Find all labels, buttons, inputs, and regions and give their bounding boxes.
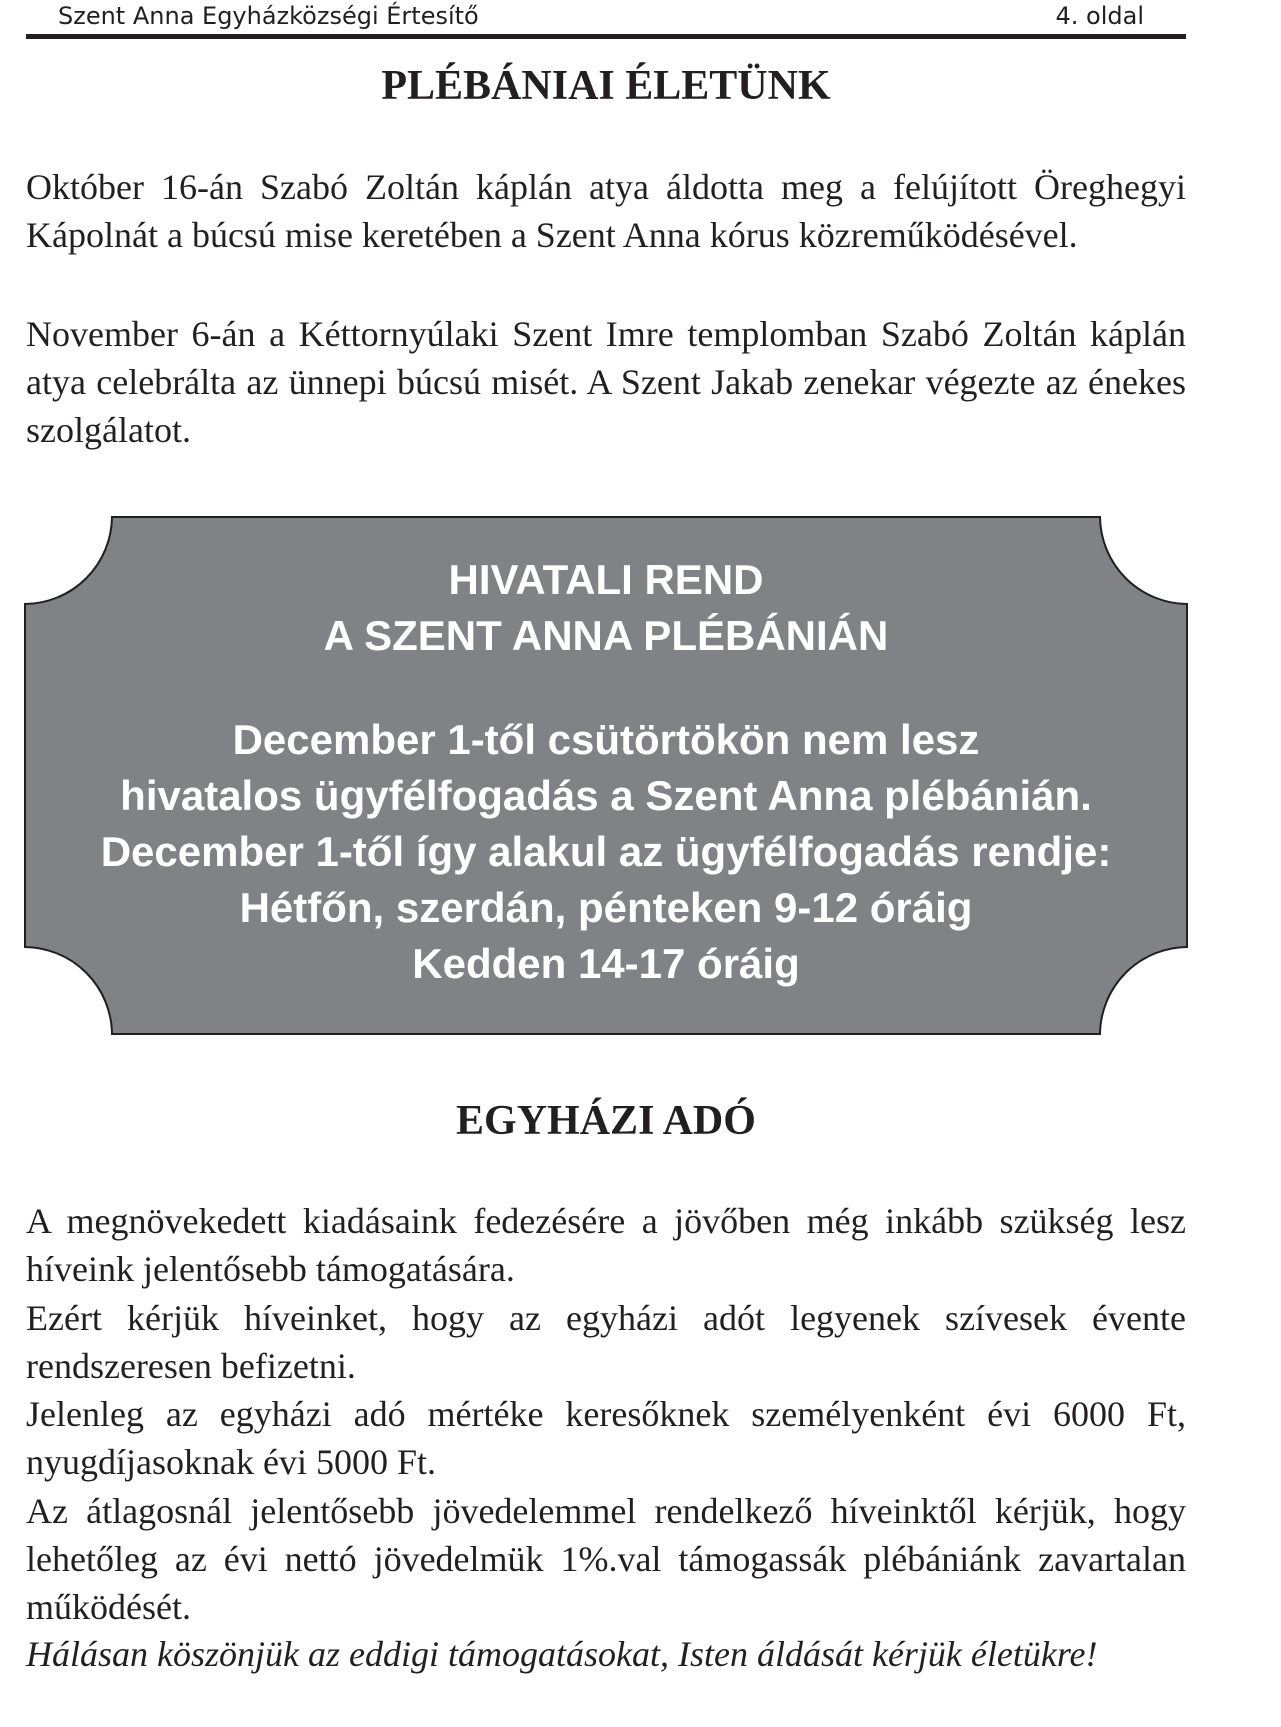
section-title-parish-life: PLÉBÁNIAI ÉLETÜNK — [381, 63, 831, 109]
closing-thanks: Hálásan köszönjük az eddigi támogatásokat, Isten áldását kérjük életükre! — [26, 1634, 1098, 1674]
paragraph-request: Ezért kérjük híveinket, hogy az egyházi adót legyenek szívesek évente rendszeresen befizetni. — [26, 1298, 1186, 1386]
notice-body-line: December 1-től csütörtökön nem lesz — [232, 716, 980, 763]
publication-name: Szent Anna Egyházközségi Értesítő — [58, 2, 479, 30]
notice-heading — [24, 516, 1188, 664]
notice-body-line: hivatalos ügyfélfogadás a Szent Anna plébánián. — [120, 772, 1092, 819]
notice-body-line: Hétfőn, szerdán, pénteken 9-12 óráig — [239, 884, 973, 931]
section-title-church-tax: EGYHÁZI ADÓ — [456, 1098, 756, 1144]
notice-heading-line: HIVATALI REND — [448, 556, 764, 603]
notice-heading-line: A SZENT ANNA PLÉBÁNIÁN — [323, 612, 889, 659]
paragraph-tax-amount: Jelenleg az egyházi adó mértéke keresőknek személyenként évi 6000 Ft, nyugdíjasoknak évi 5000 Ft. — [26, 1394, 1186, 1482]
notice-body-line: December 1-től így alakul az ügyfélfogadás rendje: — [100, 828, 1112, 875]
paragraph-chapel-blessing: Október 16-án Szabó Zoltán káplán atya áldotta meg a felújított Öreghegyi Kápolnát a búcsú mise keretében a Szent Anna kórus közreműködésével. — [26, 167, 1186, 255]
office-hours-notice — [24, 516, 1188, 1035]
paragraph-feast-mass: November 6-án a Kéttornyúlaki Szent Imre templomban Szabó Zoltán káplán atya celebrálta az ünnepi búcsú misét. A Szent Jakab zenekar végezte az énekes szolgálatot. — [26, 314, 1186, 450]
running-header — [26, 0, 1186, 39]
paragraph-expenses: A megnövekedett kiadásaink fedezésére a jövőben még inkább szükség lesz híveink jelentősebb támogatására. — [26, 1201, 1186, 1289]
notice-body — [24, 712, 1188, 992]
notice-body-line: Kedden 14-17 óráig — [412, 940, 800, 987]
page-number: 4. oldal — [1055, 2, 1144, 30]
paragraph-income-percent: Az átlagosnál jelentősebb jövedelemmel rendelkező híveinktől kérjük, hogy lehetőleg az évi nettó jövedelmük 1%.val támogassák plébániánk zavartalan működését. — [26, 1491, 1186, 1627]
